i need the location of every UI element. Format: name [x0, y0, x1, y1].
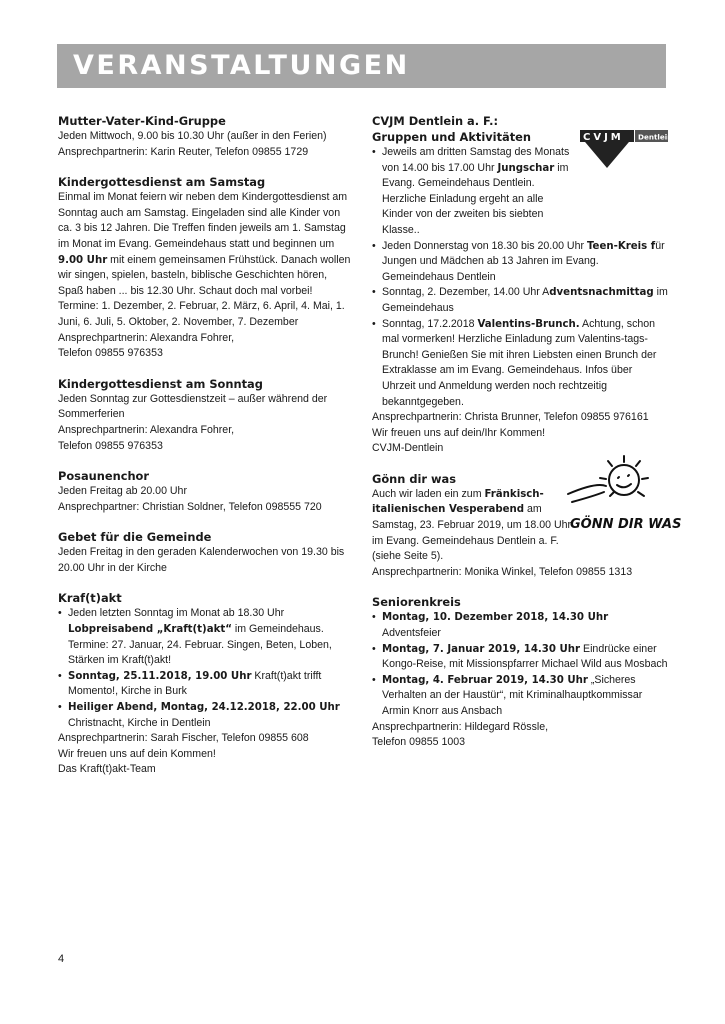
text-part: Jeweils am dritten Samstag des Monats von 14.00 bis 17.00 Uhr — [382, 146, 570, 174]
signature-text: Das Kraft(t)akt-Team — [58, 763, 156, 776]
text-part: Sonntag, 2. Dezember, 14.00 Uhr A — [382, 286, 550, 299]
section-cvjm — [372, 113, 673, 457]
time-highlight: 9.00 Uhr — [58, 254, 108, 266]
contact-text: Ansprechpartnerin: Alexandra Fohrer, — [58, 331, 235, 344]
event-list — [372, 610, 668, 719]
description-text — [58, 190, 352, 299]
event-highlight: Montag, 10. Dezember 2018, 14.30 Uhr — [382, 612, 609, 624]
contact-text: Ansprechpartnerin: Karin Reuter, Telefon 09855 1729 — [58, 145, 309, 158]
text-part: Sonntag, 17.2.2018 — [382, 317, 478, 330]
event-highlight: Lobpreisabend „Kraft(t)akt“ — [68, 624, 232, 636]
list-item — [372, 239, 668, 286]
list-item — [372, 642, 668, 673]
phone-text: Telefon 09855 976353 — [58, 439, 163, 452]
event-highlight: Montag, 4. Februar 2019, 14.30 Uhr — [382, 674, 588, 686]
event-highlight: Montag, 7. Januar 2019, 14.30 Uhr — [382, 643, 581, 655]
text-part: Adventsfeier — [382, 627, 441, 640]
event-highlight: Valentins-Brunch. — [477, 318, 580, 330]
page-number: 4 — [58, 953, 65, 965]
list-item — [372, 673, 668, 720]
activity-list — [372, 145, 668, 410]
text-part: Auch wir laden ein zum — [372, 487, 485, 500]
text-part: im Gemeindehaus — [382, 286, 668, 314]
list-item — [372, 145, 668, 239]
section-seniorenkreis — [372, 594, 668, 750]
text-part: im Gemeindehaus. Termine: 27. Januar, 24. Februar. Singen, Beten, Loben, Stärken im Kraft(t)akt! — [68, 623, 332, 667]
text-part: ür Jungen und Mädchen ab 13 Jahren im Evang. Gemeindehaus Dentlein — [382, 239, 665, 283]
event-highlight: Jungschar — [497, 162, 555, 174]
page-title: VERANSTALTUNGEN — [73, 50, 410, 81]
list-item — [372, 317, 668, 411]
text-part: Christnacht, Kirche in Dentlein — [68, 716, 211, 729]
sun-illustration — [566, 452, 682, 536]
text-part: Achtung, schon mal vormerken! Herzliche Einladung zum Valentins-tags-Brunch! Genießen Sie mit ihren Liebsten einen Brunch der Extraklasse am im Evang. Gemeindehaus. Infos über Uhrzeit und Anmeldung werden noch rechtzeitig bekanntgegeben. — [382, 317, 657, 408]
section-title: Kindergottesdienst am Sonntag — [58, 376, 263, 391]
phone-text: Telefon 09855 1003 — [372, 736, 466, 749]
signature-text: CVJM-Dentlein — [372, 442, 444, 455]
contact-text: Ansprechpartnerin: Sarah Fischer, Telefon 09855 608 — [58, 732, 309, 745]
section-title: Gebet für die Gemeinde — [58, 530, 212, 545]
event-highlight: Sonntag, 25.11.2018, 19.00 Uhr — [68, 670, 252, 682]
list-item — [372, 285, 668, 316]
event-list — [58, 606, 352, 731]
section-subtitle: Gruppen und Aktivitäten — [372, 130, 532, 144]
text-part: „Sicheres Verhalten an der Haustür“, mit Kriminalhauptkommissar Armin Knorr aus Ansbach — [382, 673, 643, 717]
section-title: Mutter-Vater-Kind-Gruppe — [58, 114, 226, 128]
text-part: im Evang. Gemeindehaus Dentlein. Herzliche Einladung ergeht an alle Kinder von der zweiten bis siebten Klasse.. — [382, 161, 569, 236]
contact-text: Ansprechpartner: Christian Soldner, Telefon 098555 720 — [58, 500, 322, 513]
dates-text: Termine: 1. Dezember, 2. Februar, 2. März, 6. April, 4. Mai, 1. Juni, 6. Juli, 5. Oktober, 2. November, 7. Dezember — [58, 300, 345, 328]
text-part: am Samstag, 23. Februar 2019, um 18.00 Uhr im Evang. Gemeindehaus Dentlein a. F. (siehe Seite 5). — [372, 503, 572, 563]
text-part: Kraft(t)akt trifft Momento!, Kirche in Burk — [68, 669, 322, 698]
schedule-text: Jeden Freitag ab 20.00 Uhr — [58, 485, 187, 498]
text-part: Eindrücke einer Kongo-Reise, mit Missionspfarrer Michael Wild aus Mosbach — [382, 642, 668, 671]
section-gebet — [58, 529, 352, 576]
illustration-caption: GÖNN DIR WAS — [570, 517, 682, 532]
left-column — [58, 113, 352, 792]
list-item — [58, 700, 352, 731]
event-highlight: Heiliger Abend, Montag, 24.12.2018, 22.00 Uhr — [68, 702, 340, 714]
phone-text: Telefon 09855 976353 — [58, 347, 163, 360]
section-title: Posaunenchor — [58, 469, 149, 484]
header-banner — [57, 44, 666, 88]
list-item — [372, 610, 668, 641]
text-part: mit einem gemeinsamen Frühstück. Danach wollen wir singen, spielen, basteln, biblische Geschichten hören, Spaß haben ... bis 12.30 Uhr. Schaut doch mal vorbei! — [58, 253, 351, 297]
schedule-text: Jeden Mittwoch, 9.00 bis 10.30 Uhr (außer in den Ferien) — [58, 130, 327, 142]
section-kindergottesdienst-samstag — [58, 174, 352, 362]
contact-text: Ansprechpartnerin: Alexandra Fohrer, — [58, 423, 235, 436]
contact-text: Ansprechpartnerin: Monika Winkel, Telefon 09855 1313 — [372, 565, 633, 578]
section-kraftakt — [58, 590, 352, 778]
logo-tagline: Dentlein — [638, 132, 673, 142]
contact-text: Ansprechpartnerin: Hildegard Rössle, — [372, 720, 549, 733]
event-highlight: Fränkisch-italienischen Vesperabend — [372, 488, 544, 516]
section-kindergottesdienst-sonntag — [58, 376, 352, 454]
text-part: Einmal im Monat feiern wir neben dem Kindergottesdienst am Sonntag auch am Samstag. Eingeladen sind alle Kinder von ca. 3 bis 12 Jahren. Die Treffen finden jeweils am 1. Samstag im Monat im Evang. Gemeindehaus statt und beginnen um — [58, 191, 348, 250]
list-item — [58, 606, 352, 668]
contact-text: Ansprechpartnerin: Christa Brunner, Telefon 09855 976161 — [372, 411, 649, 424]
section-title: Gönn dir was — [372, 471, 456, 486]
closing-text: Wir freuen uns auf dein Kommen! — [58, 747, 216, 760]
section-title: Seniorenkreis — [372, 595, 461, 610]
schedule-text: Jeden Freitag in den geraden Kalenderwochen von 19.30 bis 20.00 Uhr in der Kirche — [58, 546, 345, 574]
section-title: CVJM Dentlein a. F.: — [372, 114, 499, 128]
list-item — [58, 669, 352, 700]
logo-text: CVJM — [583, 132, 624, 143]
text-part: Jeden letzten Sonntag im Monat ab 18.30 Uhr — [68, 607, 285, 620]
closing-text: Wir freuen uns auf dein/Ihr Kommen! — [372, 426, 546, 439]
section-title: Kindergottesdienst am Samstag — [58, 175, 266, 190]
section-posaunenchor — [58, 468, 352, 515]
section-title: Kraf(t)akt — [58, 591, 122, 606]
text-part: Jeden Donnerstag von 18.30 bis 20.00 Uhr — [382, 239, 587, 252]
section-mutter-vater-kind — [58, 113, 352, 160]
right-column — [372, 113, 673, 765]
event-highlight: Teen-Kreis f — [586, 240, 656, 252]
event-highlight: dventsnachmittag — [549, 287, 654, 299]
schedule-text: Jeden Sonntag zur Gottesdienstzeit – außer während der Sommerferien — [58, 392, 328, 421]
